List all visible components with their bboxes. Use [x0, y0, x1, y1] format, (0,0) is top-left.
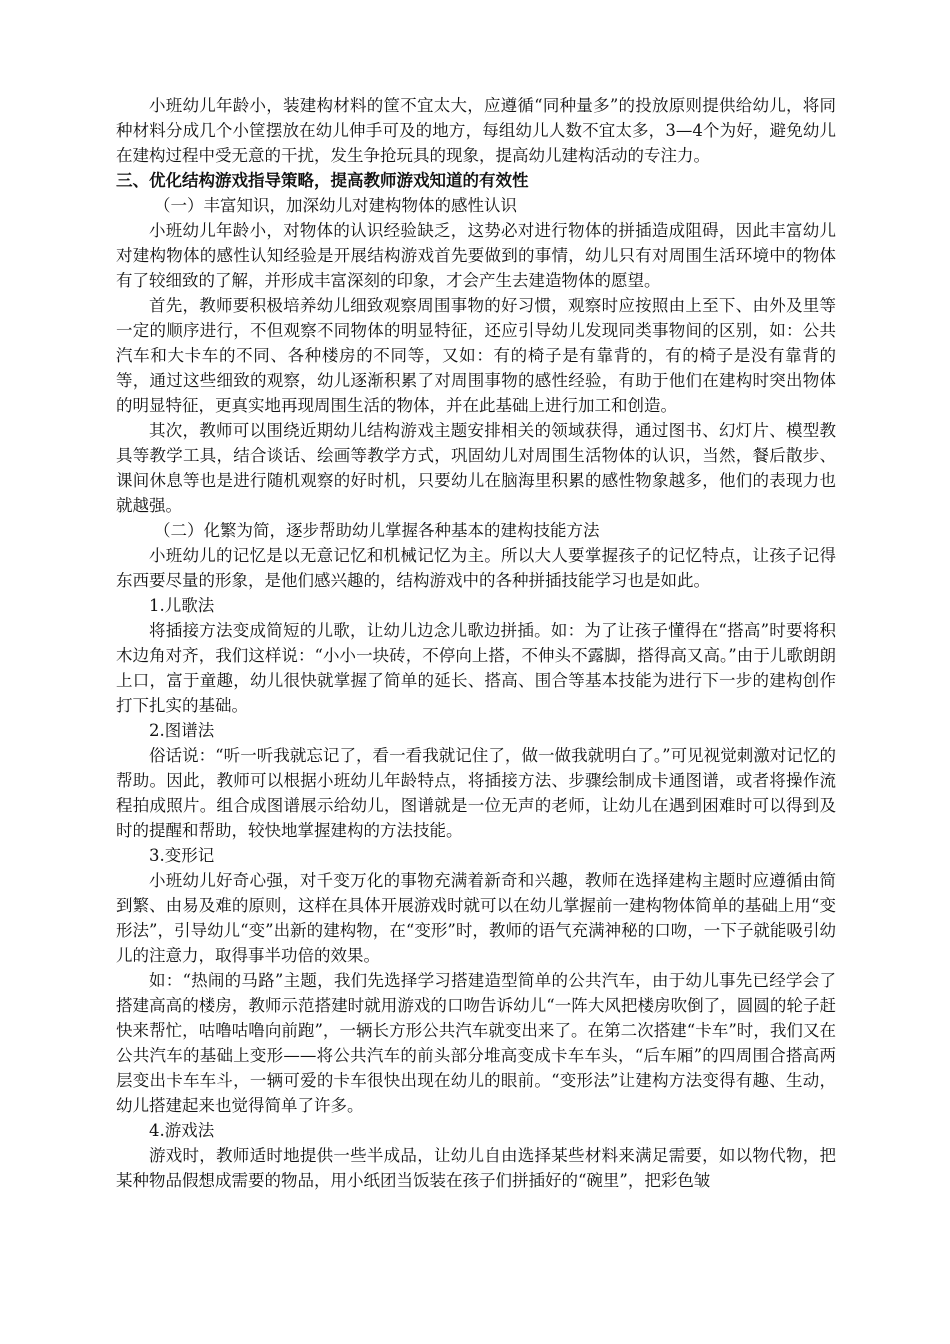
paragraph: 小班幼儿的记忆是以无意记忆和机械记忆为主。所以大人要掌握孩子的记忆特点，让孩子记得东西要尽量的形象，是他们感兴趣的，结构游戏中的各种拼插技能学习也是如此。	[116, 546, 836, 590]
paragraph: 首先，教师要积极培养幼儿细致观察周围事物的好习惯，观察时应按照由上至下、由外及里等一定的顺序进行，不但观察不同物体的明显特征，还应引导幼儿发现同类事物间的区别，如：公共汽车和大卡车的不同、各种楼房的不同等，又如：有的椅子是有靠背的，有的椅子是没有靠背的等，通过这些细致的观察，幼儿逐渐积累了对周围事物的感性经验，有助于他们在建构时突出物体的明显特征，更真实地再现周围生活的物体，并在此基础上进行加工和创造。	[116, 296, 836, 415]
method-heading: 3.变形记	[149, 846, 215, 865]
method-heading: 1.儿歌法	[149, 596, 215, 615]
paragraph: 小班幼儿年龄小，对物体的认识经验缺乏，这势必对进行物体的拼插造成阻碍，因此丰富幼儿对建构物体的感性认知经验是开展结构游戏首先要做到的事情，幼儿只有对周围生活环境中的物体有了较细致的了解，并形成丰富深刻的印象，才会产生去建造物体的愿望。	[116, 221, 836, 290]
paragraph: 如：“热闹的马路”主题，我们先选择学习搭建造型简单的公共汽车，由于幼儿事先已经学会了搭建高高的楼房，教师示范搭建时就用游戏的口吻告诉幼儿“一阵大风把楼房吹倒了，圆圆的轮子赶快来帮忙，咕噜咕噜向前跑”，一辆长方形公共汽车就变出来了。在第二次搭建“卡车”时，我们又在公共汽车的基础上变形——将公共汽车的前头部分堆高变成卡车车头，“后车厢”的四周围合搭高两层变出卡车车斗，一辆可爱的卡车很快出现在幼儿的眼前。“变形法”让建构方法变得有趣、生动，幼儿搭建起来也觉得简单了许多。	[116, 971, 836, 1115]
paragraph: 其次，教师可以围绕近期幼儿结构游戏主题安排相关的领域获得，通过图书、幻灯片、模型教具等教学工具，结合谈话、绘画等教学方式，巩固幼儿对周围生活物体的认识，当然，餐后散步、课间休息等也是进行随机观察的好时机，只要幼儿在脑海里积累的感性物象越多，他们的表现力也就越强。	[116, 421, 836, 515]
paragraph: 将插接方法变成简短的儿歌，让幼儿边念儿歌边拼插。如：为了让孩子懂得在“搭高”时要将积木边角对齐，我们这样说：“小小一块砖，不停向上搭，不伸头不露脚，搭得高又高。”由于儿歌朗朗上口，富于童趣，幼儿很快就掌握了简单的延长、搭高、围合等基本技能为进行下一步的建构创作打下扎实的基础。	[116, 621, 836, 715]
paragraph: 俗话说：“听一听我就忘记了，看一看我就记住了，做一做我就明白了。”可见视觉刺激对记忆的帮助。因此，教师可以根据小班幼儿年龄特点，将插接方法、步骤绘制成卡通图谱，或者将操作流程拍成照片。组合成图谱展示给幼儿，图谱就是一位无声的老师，让幼儿在遇到困难时可以得到及时的提醒和帮助，较快地掌握建构的方法技能。	[116, 746, 836, 840]
method-heading: 4.游戏法	[149, 1121, 215, 1140]
document-page	[116, 93, 836, 1193]
method-heading: 2.图谱法	[149, 721, 215, 740]
subsection-heading: （一）丰富知识，加深幼儿对建构物体的感性认识	[153, 196, 517, 215]
subsection-heading: （二）化繁为简，逐步帮助幼儿掌握各种基本的建构技能方法	[153, 521, 600, 540]
paragraph: 游戏时，教师适时地提供一些半成品，让幼儿自由选择某些材料来满足需要，如以物代物，把某种物品假想成需要的物品，用小纸团当饭装在孩子们拼插好的“碗里”，把彩色皱	[116, 1146, 836, 1190]
paragraph: 小班幼儿年龄小，装建构材料的筐不宜太大，应遵循“同种量多”的投放原则提供给幼儿，将同种材料分成几个小筐摆放在幼儿伸手可及的地方，每组幼儿人数不宜太多，3—4个为好，避免幼儿在建构过程中受无意的干扰，发生争抢玩具的现象，提高幼儿建构活动的专注力。	[116, 96, 836, 165]
paragraph: 小班幼儿好奇心强，对千变万化的事物充满着新奇和兴趣，教师在选择建构主题时应遵循由简到繁、由易及难的原则，这样在具体开展游戏时就可以在幼儿掌握前一建构物体简单的基础上用“变形法”，引导幼儿“变”出新的建构物，在“变形”时，教师的语气充满神秘的口吻，一下子就能吸引幼儿的注意力，取得事半功倍的效果。	[116, 871, 836, 965]
section-heading: 三、优化结构游戏指导策略，提高教师游戏知道的有效性	[116, 171, 529, 190]
